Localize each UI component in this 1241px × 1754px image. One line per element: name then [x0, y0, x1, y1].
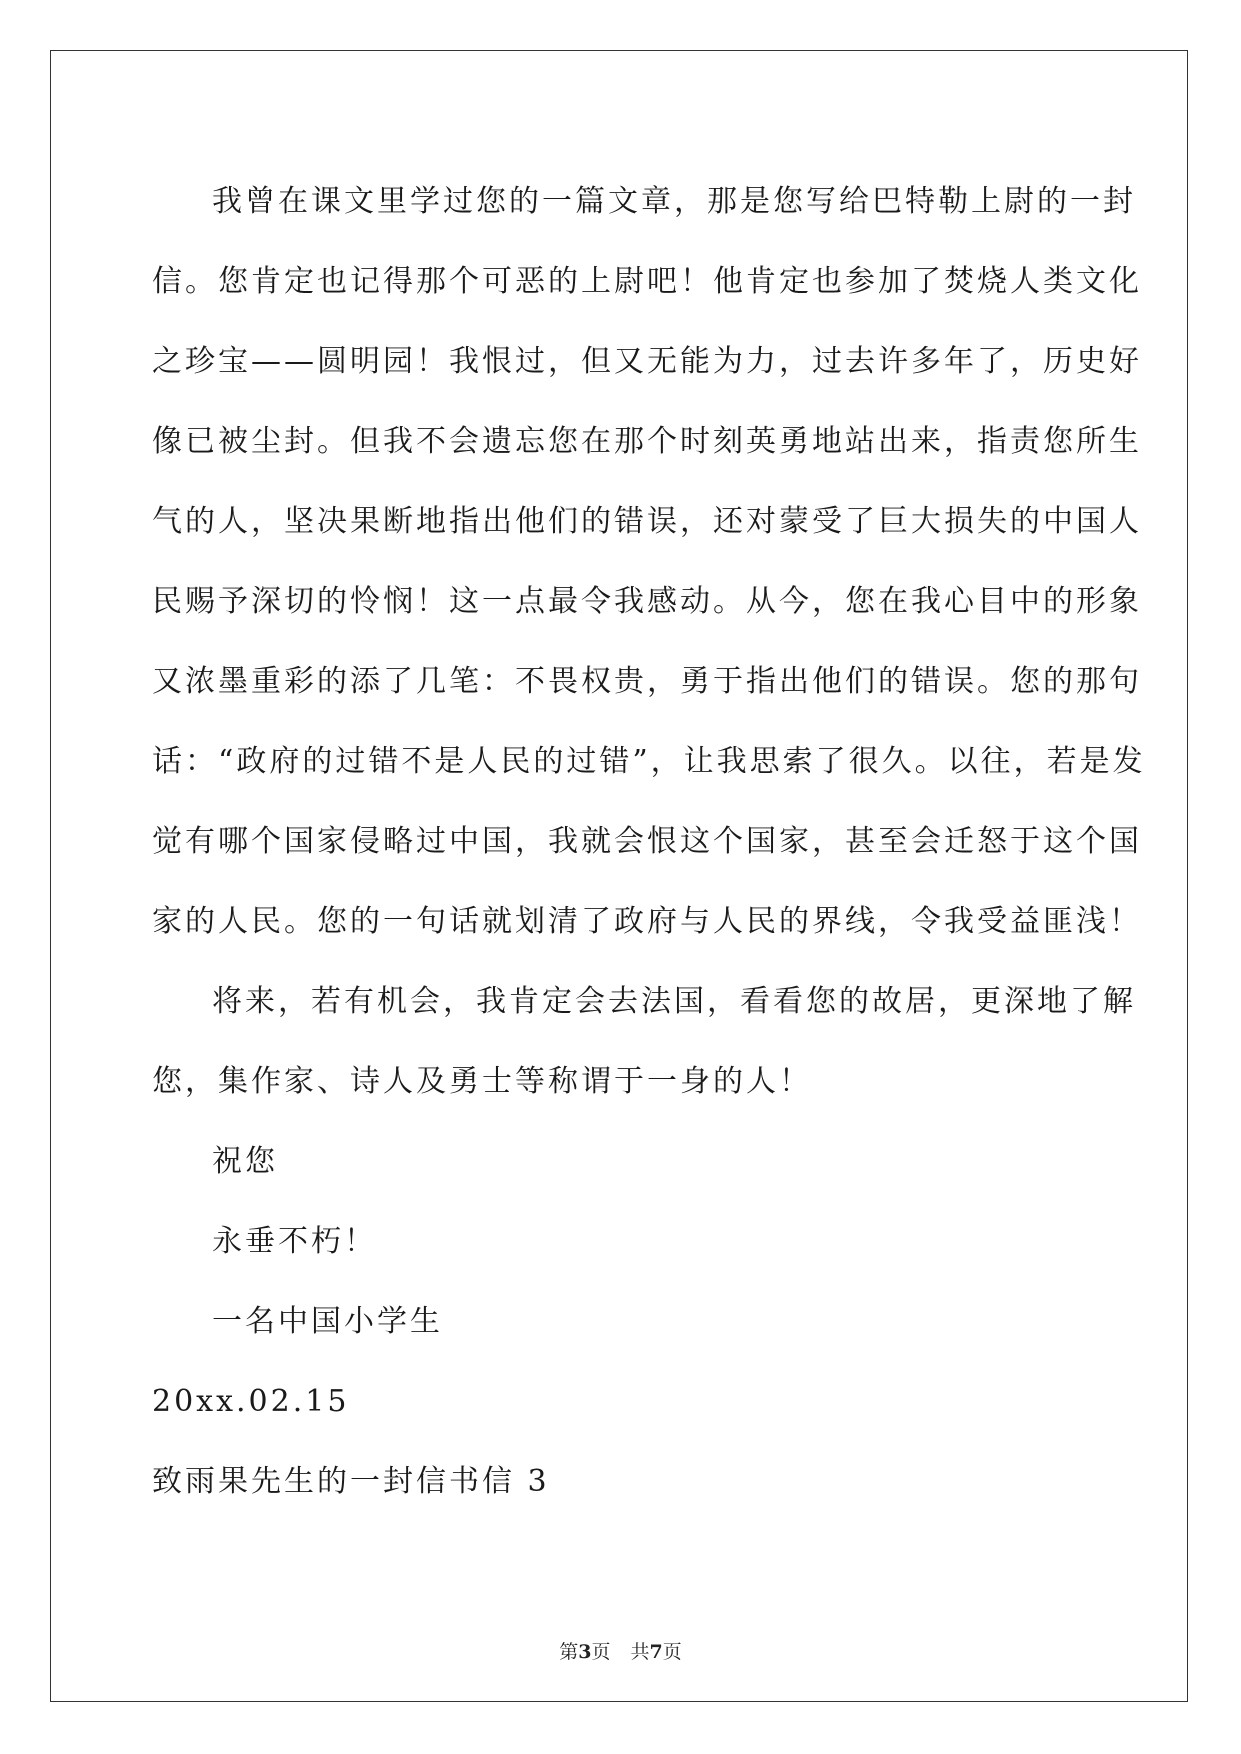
footer-prefix: 第 [559, 1641, 579, 1663]
text-line: 话：“政府的过错不是人民的过错”，让我思索了很久。以往，若是发 [152, 744, 1146, 779]
footer-total-suffix: 页 [662, 1641, 682, 1663]
text-line: 又浓墨重彩的添了几笔：不畏权贵，勇于指出他们的错误。您的那句 [152, 664, 1142, 699]
text-line: 气的人，坚决果断地指出他们的错误，还对蒙受了巨大损失的中国人 [152, 504, 1142, 539]
next-section-title: 致雨果先生的一封信书信 3 [152, 1464, 550, 1499]
signature: 一名中国小学生 [212, 1304, 443, 1339]
current-page-number: 3 [578, 1641, 592, 1663]
footer-page-word: 页 [591, 1641, 611, 1663]
text-line: 将来，若有机会，我肯定会去法国，看看您的故居，更深地了解 [212, 984, 1136, 1019]
text-line: 家的人民。您的一句话就划清了政府与人民的界线，令我受益匪浅！ [152, 904, 1142, 939]
paragraph-1 [152, 162, 1146, 962]
text-line: 之珍宝——圆明园！我恨过，但又无能为力，过去许多年了，历史好 [152, 344, 1142, 379]
text-line: 信。您肯定也记得那个可恶的上尉吧！他肯定也参加了焚烧人类文化 [152, 264, 1142, 299]
closing-greeting: 祝您 [212, 1144, 278, 1179]
text-line: 民赐予深切的怜悯！这一点最令我感动。从今，您在我心目中的形象 [152, 584, 1142, 619]
text-line: 觉有哪个国家侵略过中国，我就会恨这个国家，甚至会迁怒于这个国 [152, 824, 1142, 859]
document-body [152, 162, 1146, 1522]
text-line: 像已被尘封。但我不会遗忘您在那个时刻英勇地站出来，指责您所生 [152, 424, 1142, 459]
page-number-footer [0, 1637, 1241, 1664]
paragraph-2 [152, 962, 1136, 1122]
date: 20xx.02.15 [152, 1384, 350, 1419]
text-line: 您，集作家、诗人及勇士等称谓于一身的人！ [152, 1064, 812, 1099]
closing-wish: 永垂不朽！ [212, 1224, 377, 1259]
total-page-number: 7 [649, 1641, 663, 1663]
footer-total-prefix: 共 [630, 1641, 650, 1663]
text-line: 我曾在课文里学过您的一篇文章，那是您写给巴特勒上尉的一封 [212, 184, 1136, 219]
